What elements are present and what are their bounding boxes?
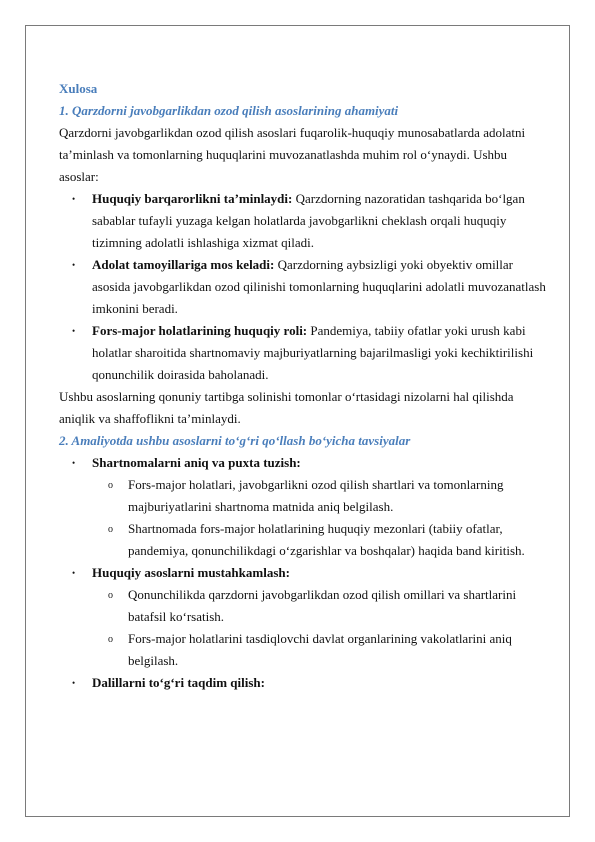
list-item-text: Qarzdorning nazoratidan tashqarida bo‘lgan sabablar tufayli yuzaga kelgan holatlarda javobgarlikni cheklash orqali huquqiy tizimning adolatli ishlashiga xizmat qiladi. xyxy=(92,191,525,250)
list-item xyxy=(59,188,549,254)
sub-list-item-text: Shartnomada fors-major holatlarining huquqiy mezonlari (tabiiy ofatlar, pandemiya, qonunchilikdagi o‘zgarishlar va boshqalar) haqida band kiritish. xyxy=(128,521,525,558)
sub-list-item-text: Fors-major holatlari, javobgarlikni ozod qilish shartlari va tomonlarning majburiyatlarini shartnoma matnida aniq belgilash. xyxy=(128,477,504,514)
list-item xyxy=(59,672,549,694)
list-item xyxy=(59,320,549,386)
sub-list-item-text: Fors-major holatlarini tasdiqlovchi davlat organlarining vakolatlarini aniq belgilash. xyxy=(128,631,512,668)
sub-list xyxy=(92,474,549,562)
list-item-bold: Fors-major holatlarining huquqiy roli: xyxy=(92,323,308,338)
circle-bullet-icon: o xyxy=(108,524,113,535)
circle-bullet-icon: o xyxy=(108,634,113,645)
section1-conclusion: Ushbu asoslarning qonuniy tartibga solinishi tomonlar o‘rtasidagi nizolarni hal qilishda aniqlik va shaffoflikni ta’minlaydi. xyxy=(59,389,514,426)
section1-intro: Qarzdorni javobgarlikdan ozod qilish asoslari fuqarolik-huquqiy munosabatlarda adolatni ta’minlash va tomonlarning huquqlarini muvozanatlashda muhim rol o‘ynaydi. Ushbu asoslar: xyxy=(59,125,526,184)
section1-bullet-list xyxy=(59,188,549,386)
conclusion-heading: Xulosa xyxy=(59,81,98,96)
list-item-bold: Adolat tamoyillariga mos keladi: xyxy=(92,257,275,272)
list-item-text: Qarzdorning aybsizligi yoki obyektiv omillar asosida javobgarlikdan ozod qilinishi tomonlarning huquqlarini adolatli muvozanatlash imkonini beradi. xyxy=(92,257,546,316)
list-item xyxy=(59,254,549,320)
section1-title: 1. Qarzdorni javobgarlikdan ozod qilish asoslarining ahamiyati xyxy=(59,103,399,118)
document-body xyxy=(59,78,549,694)
circle-bullet-icon: o xyxy=(108,480,113,491)
sub-list-item xyxy=(92,628,549,672)
sub-list-item xyxy=(92,474,549,518)
bullet-icon: • xyxy=(72,568,76,578)
bullet-icon: • xyxy=(72,260,76,270)
sub-list xyxy=(92,584,549,672)
list-item xyxy=(59,562,549,672)
list-item-text: Pandemiya, tabiiy ofatlar yoki urush kabi holatlar sharoitida shartnomaviy majburiyatlarning bajarilmasligi yoki kechiktirilishi qonunchilik doirasida baholanadi. xyxy=(92,323,534,382)
bullet-icon: • xyxy=(72,458,76,468)
bullet-icon: • xyxy=(72,326,76,336)
circle-bullet-icon: o xyxy=(108,590,113,601)
sub-list-item xyxy=(92,584,549,628)
list-item-bold: Huquqiy barqarorlikni ta’minlaydi: xyxy=(92,191,293,206)
sub-list-item xyxy=(92,518,549,562)
list-item xyxy=(59,452,549,562)
section2-bullet-list xyxy=(59,452,549,694)
list-item-bold: Huquqiy asoslarni mustahkamlash: xyxy=(92,565,290,580)
list-item-bold: Shartnomalarni aniq va puxta tuzish: xyxy=(92,455,301,470)
bullet-icon: • xyxy=(72,194,76,204)
sub-list-item-text: Qonunchilikda qarzdorni javobgarlikdan ozod qilish omillari va shartlarini batafsil ko‘rsatish. xyxy=(128,587,517,624)
list-item-bold: Dalillarni to‘g‘ri taqdim qilish: xyxy=(92,675,265,690)
section2-title: 2. Amaliyotda ushbu asoslarni to‘g‘ri qo‘llash bo‘yicha tavsiyalar xyxy=(59,433,411,448)
bullet-icon: • xyxy=(72,678,76,688)
